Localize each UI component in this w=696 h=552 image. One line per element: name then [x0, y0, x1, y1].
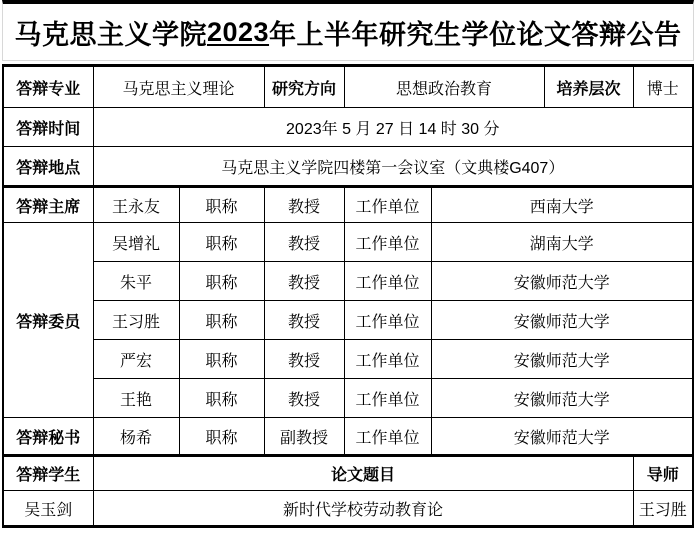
chair-label: 答辩主席 — [3, 187, 93, 223]
title-suffix: 年上半年研究生学位论文答辩公告 — [269, 19, 682, 50]
chair-name: 王永友 — [93, 187, 179, 223]
major-value: 马克思主义理论 — [93, 66, 264, 108]
member-unit: 安徽师范大学 — [431, 379, 693, 418]
member-title: 教授 — [264, 301, 344, 340]
committee-label: 答辩委员 — [3, 223, 93, 418]
place-value: 马克思主义学院四楼第一会议室（文典楼G407） — [93, 147, 693, 187]
secretary-title: 副教授 — [264, 418, 344, 456]
secretary-name: 杨希 — [93, 418, 179, 456]
member-title: 教授 — [264, 223, 344, 262]
member-title-label: 职称 — [179, 379, 264, 418]
table-row — [3, 147, 693, 187]
table-row-student-header — [3, 456, 693, 491]
table-row-member — [3, 379, 693, 418]
member-title: 教授 — [264, 262, 344, 301]
member-title-label: 职称 — [179, 340, 264, 379]
table-row — [3, 66, 693, 108]
advisor-label: 导师 — [633, 456, 693, 491]
member-unit-label: 工作单位 — [344, 262, 431, 301]
table-row-member — [3, 301, 693, 340]
title-prefix: 马克思主义学院 — [14, 19, 207, 50]
advisor-name: 王习胜 — [633, 491, 693, 527]
level-value: 博士 — [633, 66, 693, 108]
member-unit-label: 工作单位 — [344, 379, 431, 418]
secretary-title-label: 职称 — [179, 418, 264, 456]
member-name: 王习胜 — [93, 301, 179, 340]
member-title: 教授 — [264, 340, 344, 379]
page-title — [2, 0, 694, 61]
table-row-chair — [3, 187, 693, 223]
member-unit-label: 工作单位 — [344, 223, 431, 262]
member-name: 严宏 — [93, 340, 179, 379]
secretary-unit: 安徽师范大学 — [431, 418, 693, 456]
table-row-secretary — [3, 418, 693, 456]
table-row-student — [3, 491, 693, 527]
table-row-member — [3, 223, 693, 262]
thesis-title: 新时代学校劳动教育论 — [93, 491, 633, 527]
member-name: 吴增礼 — [93, 223, 179, 262]
member-title-label: 职称 — [179, 262, 264, 301]
time-value: 2023年 5 月 27 日 14 时 30 分 — [93, 108, 693, 147]
table-row-member — [3, 262, 693, 301]
member-unit: 安徽师范大学 — [431, 262, 693, 301]
chair-title: 教授 — [264, 187, 344, 223]
member-title-label: 职称 — [179, 223, 264, 262]
member-name: 朱平 — [93, 262, 179, 301]
table-row-member — [3, 340, 693, 379]
member-unit: 安徽师范大学 — [431, 340, 693, 379]
chair-unit: 西南大学 — [431, 187, 693, 223]
title-year-underlined: 2023 — [206, 16, 270, 47]
table-row — [3, 108, 693, 147]
direction-label: 研究方向 — [264, 66, 344, 108]
member-title-label: 职称 — [179, 301, 264, 340]
member-name: 王艳 — [93, 379, 179, 418]
major-label: 答辩专业 — [3, 66, 93, 108]
level-label: 培养层次 — [544, 66, 633, 108]
defense-info-table — [2, 64, 694, 528]
member-title: 教授 — [264, 379, 344, 418]
secretary-label: 答辩秘书 — [3, 418, 93, 456]
student-name: 吴玉剑 — [3, 491, 93, 527]
member-unit: 湖南大学 — [431, 223, 693, 262]
thesis-label: 论文题目 — [93, 456, 633, 491]
place-label: 答辩地点 — [3, 147, 93, 187]
member-unit: 安徽师范大学 — [431, 301, 693, 340]
chair-title-label: 职称 — [179, 187, 264, 223]
student-label: 答辩学生 — [3, 456, 93, 491]
time-label: 答辩时间 — [3, 108, 93, 147]
member-unit-label: 工作单位 — [344, 340, 431, 379]
member-unit-label: 工作单位 — [344, 301, 431, 340]
secretary-unit-label: 工作单位 — [344, 418, 431, 456]
chair-unit-label: 工作单位 — [344, 187, 431, 223]
direction-value: 思想政治教育 — [344, 66, 544, 108]
